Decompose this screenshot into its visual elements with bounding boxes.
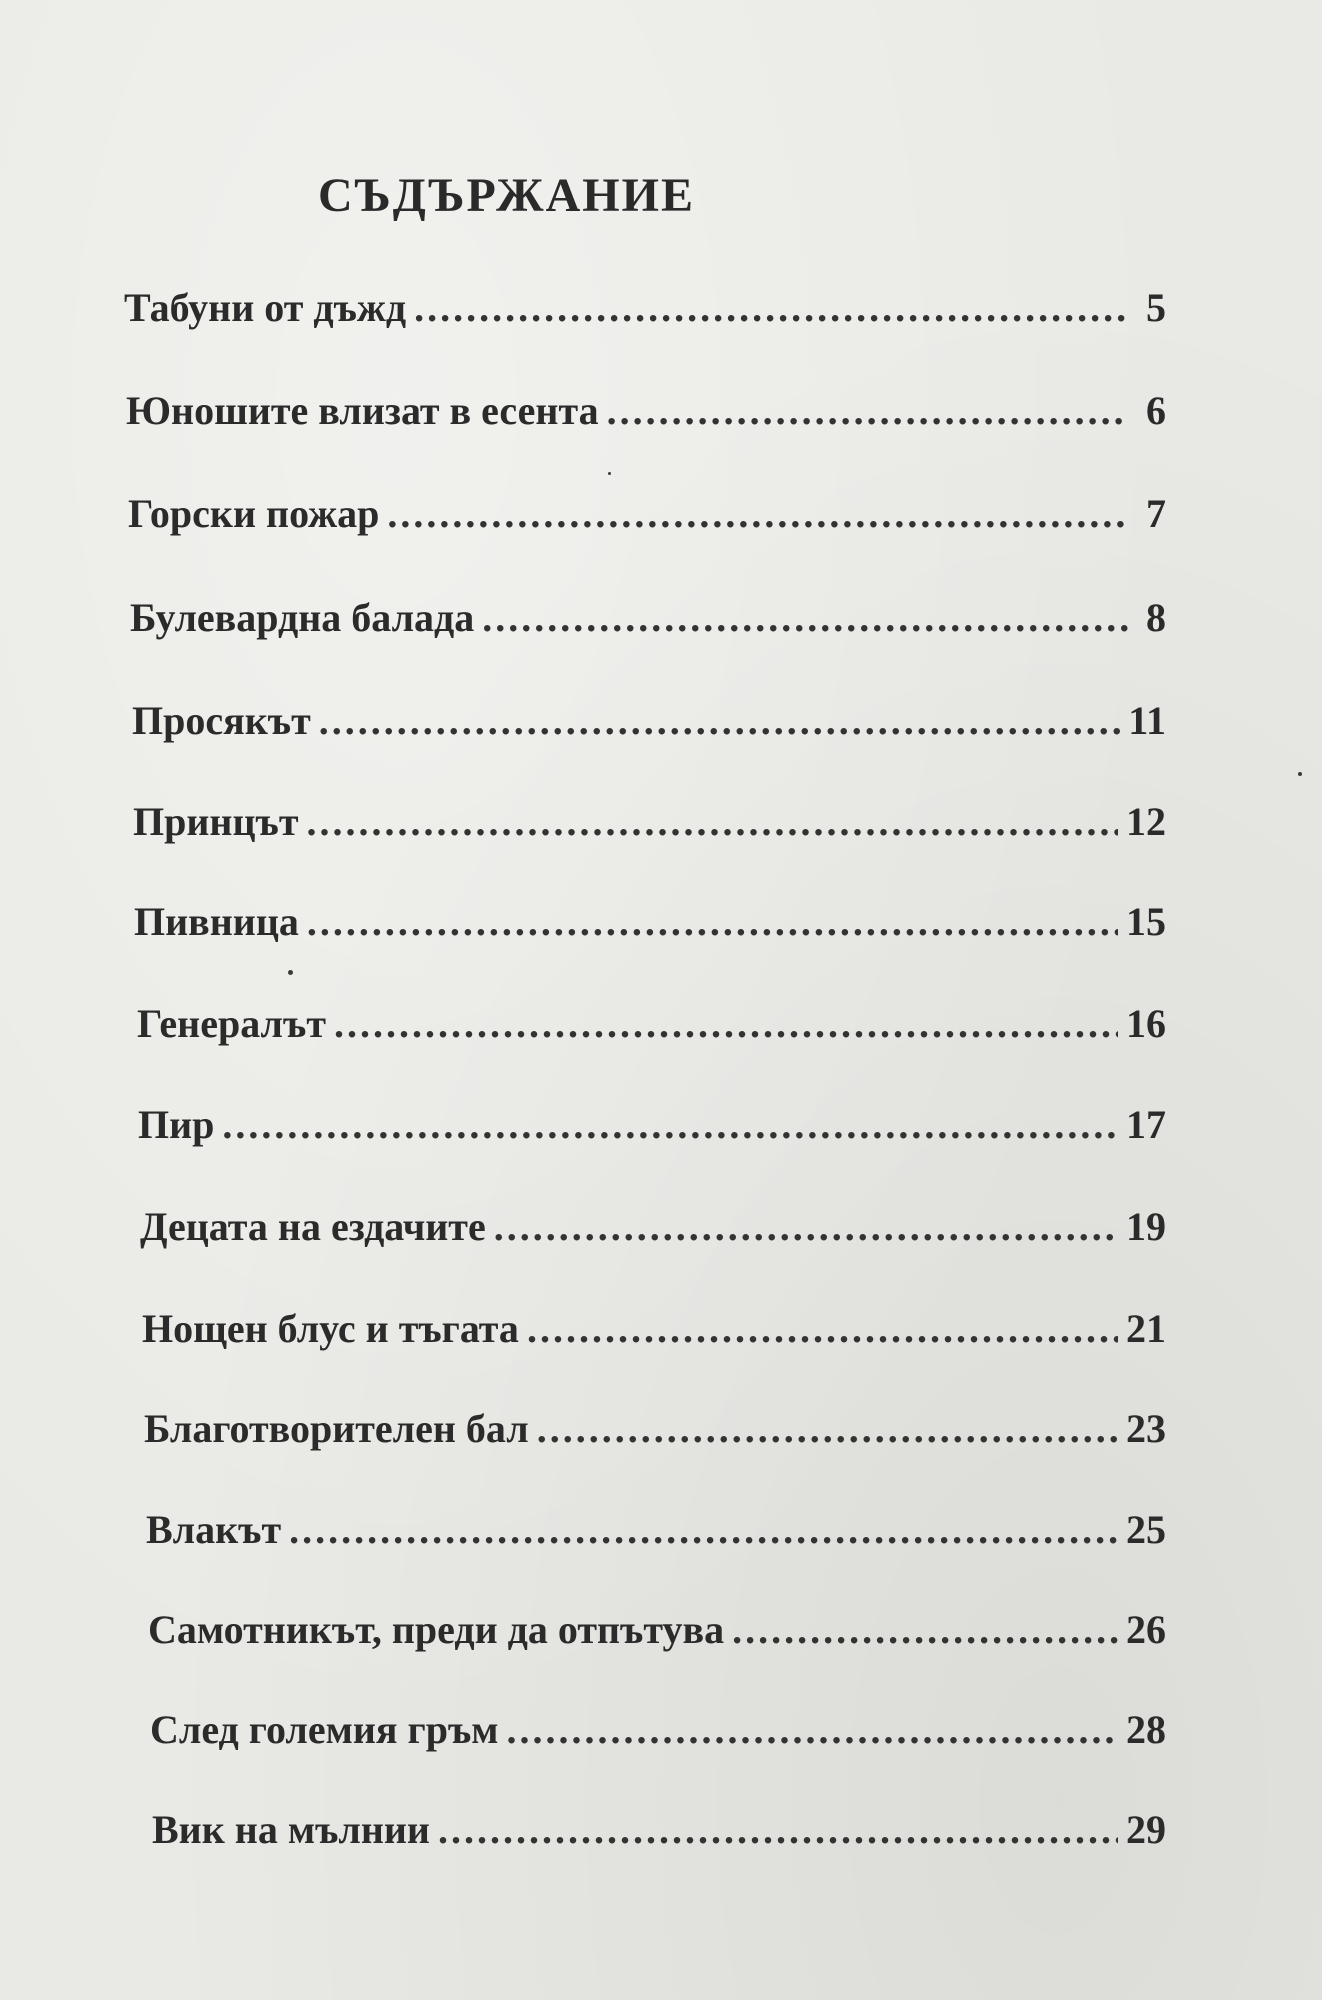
toc-entry-page: 15: [1126, 899, 1166, 944]
toc-entry-title: Влакът: [146, 1507, 282, 1552]
toc-entry-leader: [732, 1606, 1118, 1653]
toc-entry: [150, 1706, 1166, 1766]
toc-entry-page: 25: [1126, 1507, 1166, 1552]
toc-entry: [134, 898, 1166, 958]
toc-entry-leader: [414, 284, 1128, 331]
toc-entry-title: Принцът: [133, 799, 299, 844]
toc-entry-leader: [438, 1806, 1118, 1853]
toc-entry: [132, 697, 1166, 757]
toc-entry-page: 23: [1126, 1406, 1166, 1451]
toc-entry: [138, 1101, 1166, 1161]
toc-entry-page: 26: [1126, 1607, 1166, 1652]
toc-entry: [140, 1203, 1166, 1263]
toc-entry-leader: [306, 798, 1118, 845]
paper-speck: [1298, 772, 1302, 776]
toc-title: СЪДЪРЖАНИЕ: [318, 169, 695, 222]
toc-entry-title: Децата на ездачите: [140, 1204, 486, 1249]
toc-entry-page: 12: [1126, 799, 1166, 844]
toc-entry-page: 21: [1126, 1306, 1166, 1351]
toc-entry-title: Самотникът, преди да отпътува: [148, 1607, 725, 1652]
toc-entry-leader: [334, 1000, 1118, 1047]
toc-entry: [148, 1606, 1166, 1666]
toc-entry: [152, 1806, 1166, 1866]
toc-entry-title: Булевардна балада: [130, 595, 475, 640]
toc-entry-title: Нощен блус и тъгата: [142, 1306, 519, 1351]
toc-entry-leader: [507, 1706, 1118, 1753]
paper-speck: [288, 970, 293, 975]
toc-entry-leader: [607, 387, 1128, 434]
toc-entry-title: Пивница: [134, 899, 299, 944]
paper-speck: [608, 472, 611, 475]
toc-entry-title: Пир: [138, 1102, 215, 1147]
toc-entry-page: 11: [1128, 698, 1166, 743]
toc-entry-title: Благотворителен бал: [144, 1406, 529, 1451]
toc-entry-page: 6: [1146, 388, 1166, 433]
toc-entry-leader: [319, 697, 1120, 744]
toc-entry-page: 17: [1126, 1102, 1166, 1147]
toc-entry: [130, 594, 1166, 654]
toc-entry-leader: [537, 1405, 1118, 1452]
toc-entry: [124, 284, 1166, 344]
toc-entry-leader: [494, 1203, 1118, 1250]
toc-entry: [144, 1405, 1166, 1465]
toc-entry-title: Генералът: [137, 1001, 326, 1046]
toc-entry-page: 28: [1126, 1707, 1166, 1752]
toc-entry-leader: [307, 898, 1118, 945]
toc-entry: [133, 798, 1166, 858]
toc-entry-leader: [527, 1305, 1118, 1352]
toc-entry-title: Вик на мълнии: [152, 1807, 430, 1852]
toc-entry-title: Табуни от дъжд: [124, 285, 407, 330]
toc-entry-leader: [289, 1506, 1118, 1553]
toc-entry-page: 16: [1126, 1001, 1166, 1046]
toc-entry-leader: [387, 490, 1128, 537]
toc-entry-leader: [482, 594, 1128, 641]
toc-entry-page: 29: [1126, 1807, 1166, 1852]
toc-entry: [128, 490, 1166, 550]
toc-entry: [137, 1000, 1166, 1060]
toc-entry-title: Горски пожар: [128, 491, 380, 536]
toc-entry-leader: [222, 1101, 1118, 1148]
toc-entry-page: 7: [1146, 491, 1166, 536]
toc-entry: [146, 1506, 1166, 1566]
toc-entry-title: Просякът: [132, 698, 311, 743]
toc-entry-title: Юношите влизат в есента: [126, 388, 599, 433]
toc-entry-page: 8: [1146, 595, 1166, 640]
toc-entry: [142, 1305, 1166, 1365]
toc-entry-page: 19: [1126, 1204, 1166, 1249]
toc-entry: [126, 387, 1166, 447]
toc-entry-page: 5: [1146, 285, 1166, 330]
toc-entry-title: След големия гръм: [150, 1707, 499, 1752]
